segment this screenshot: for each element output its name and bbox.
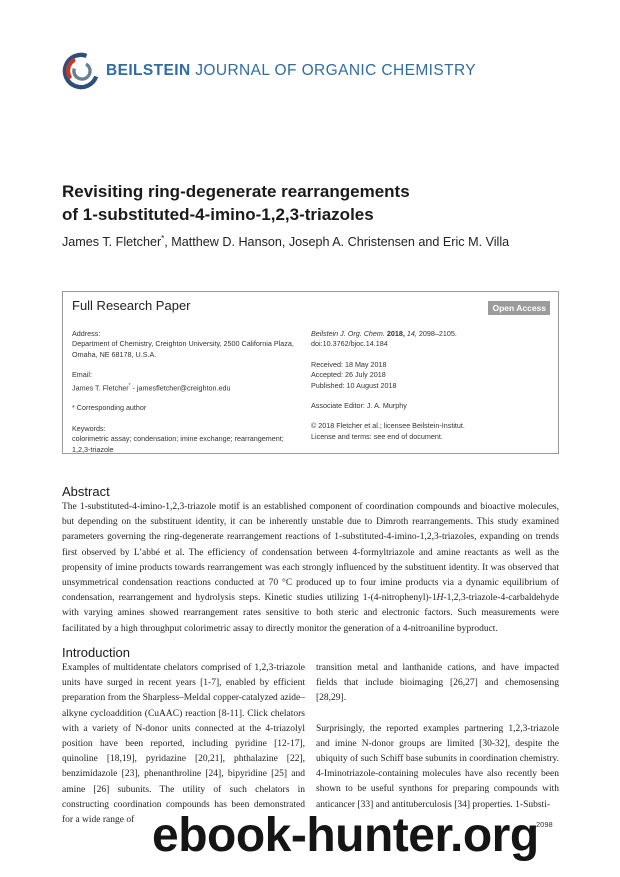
watermark-text: ebook-hunter.org: [152, 809, 539, 862]
abstract-heading: Abstract: [62, 484, 110, 499]
article-type: Full Research Paper: [72, 298, 191, 313]
page-number: 2098: [536, 820, 553, 829]
citation: Beilstein J. Org. Chem. 2018, 14, 2098–2105.: [311, 329, 457, 338]
author-email[interactable]: James T. Fletcher* - jamesfletcher@creighton.edu: [72, 382, 231, 393]
introduction-right-column: transition metal and lanthanide cations, and have impacted fields that include bioimaging [26,27] and chemosensing [28,29]. Surprisingly, the reported examples partnering 1,2,3-triazole and imine N-donor groups are limited [30-32], despite the ubiquity of such Schiff base subunits in coordination chemistry. 4-Iminotriazole-containing molecules have also recently been shown to be useful synthons for preparing compounds with anticancer [33] and antituberculosis [34] properties. 1-Substi-: [316, 663, 559, 810]
info-left-column: Address: Department of Chemistry, Creighton University, 2500 California Plaza, Omaha, NE 68178, U.S.A. Email: James T. Fletcher* - jamesfletcher@creighton.edu * Corresponding author Keywords: colorimetric assay; condensation; imine exchange; rearrangement; 1,2,3-triazole: [72, 329, 307, 455]
open-access-badge: Open Access: [488, 301, 550, 315]
article-title: Revisiting ring-degenerate rearrangements of 1-substituted-4-imino-1,2,3-triazoles: [62, 182, 410, 224]
journal-name: BEILSTEIN JOURNAL OF ORGANIC CHEMISTRY: [106, 62, 477, 79]
introduction-heading: Introduction: [62, 645, 130, 660]
info-right-column: Beilstein J. Org. Chem. 2018, 14, 2098–2105. doi:10.3762/bjoc.14.184 Received: 18 May 2018 Accepted: 26 July 2018 Published: 10 August 2018 Associate Editor: J. A. Murphy © 2018 Fletcher et al.; licensee Beilstein-Institut. License and terms: see end of document.: [311, 329, 556, 442]
article-info-box: [62, 291, 559, 454]
beilstein-logo-icon: [62, 52, 100, 90]
introduction-left-column: Examples of multidentate chelators comprised of 1,2,3-triazole units have surged in recent years [1-7], enabled by efficient preparation from the Sharpless–Meldal copper-catalyzed azide–alkyne cycloaddition (CuAAC) reaction [8-11]. Click chelators with a variety of N-donor units connected at the 4-triazolyl position have been reported, including pyridine [12-17], quinoline [18,19], pyridazine [20,21], phthalazine [22], benzimidazole [23], phenanthroline [24], bipyridine [25] and amine [26] subunits. The utility of such chelators in constructing coordination compounds has been demonstrated for a wide range of: [62, 663, 305, 826]
journal-header: [62, 52, 476, 90]
doi-link[interactable]: doi:10.3762/bjoc.14.184: [311, 339, 388, 349]
author-list: James T. Fletcher*, Matthew D. Hanson, Joseph A. Christensen and Eric M. Villa: [62, 234, 510, 250]
abstract-text: The 1-substituted-4-imino-1,2,3-triazole motif is an established component of coordination compounds and bioactive molecules, but depending on the substituent identity, it can be inherently unstable due to Dimroth rearrangements. This study examined parameters governing the ring-degenerate rearrangement reactions of 1-substituted-4-imino-1,2,3-triazoles, expanding on trends first observed by L’abbé et al. The efficiency of condensation between 4-formyltriazole and amine reactants as well as the propensity of imine products towards rearrangement was each strongly influenced by the substituent identity. It was observed that unsymmetrical condensation reactions conducted at 70 °C produced up to four imine products via a dynamic equilibrium of condensation, rearrangement and hydrolysis steps. Kinetic studies utilizing 1-(4-nitrophenyl)-1H-1,2,3-triazole-4-carbaldehyde with varying amines showed rearrangement rates sensitive to both steric and electronic factors. Such measurements were facilitated by a high throughput colorimetric assay to directly monitor the generation of a 4-nitroaniline byproduct.: [62, 502, 559, 634]
